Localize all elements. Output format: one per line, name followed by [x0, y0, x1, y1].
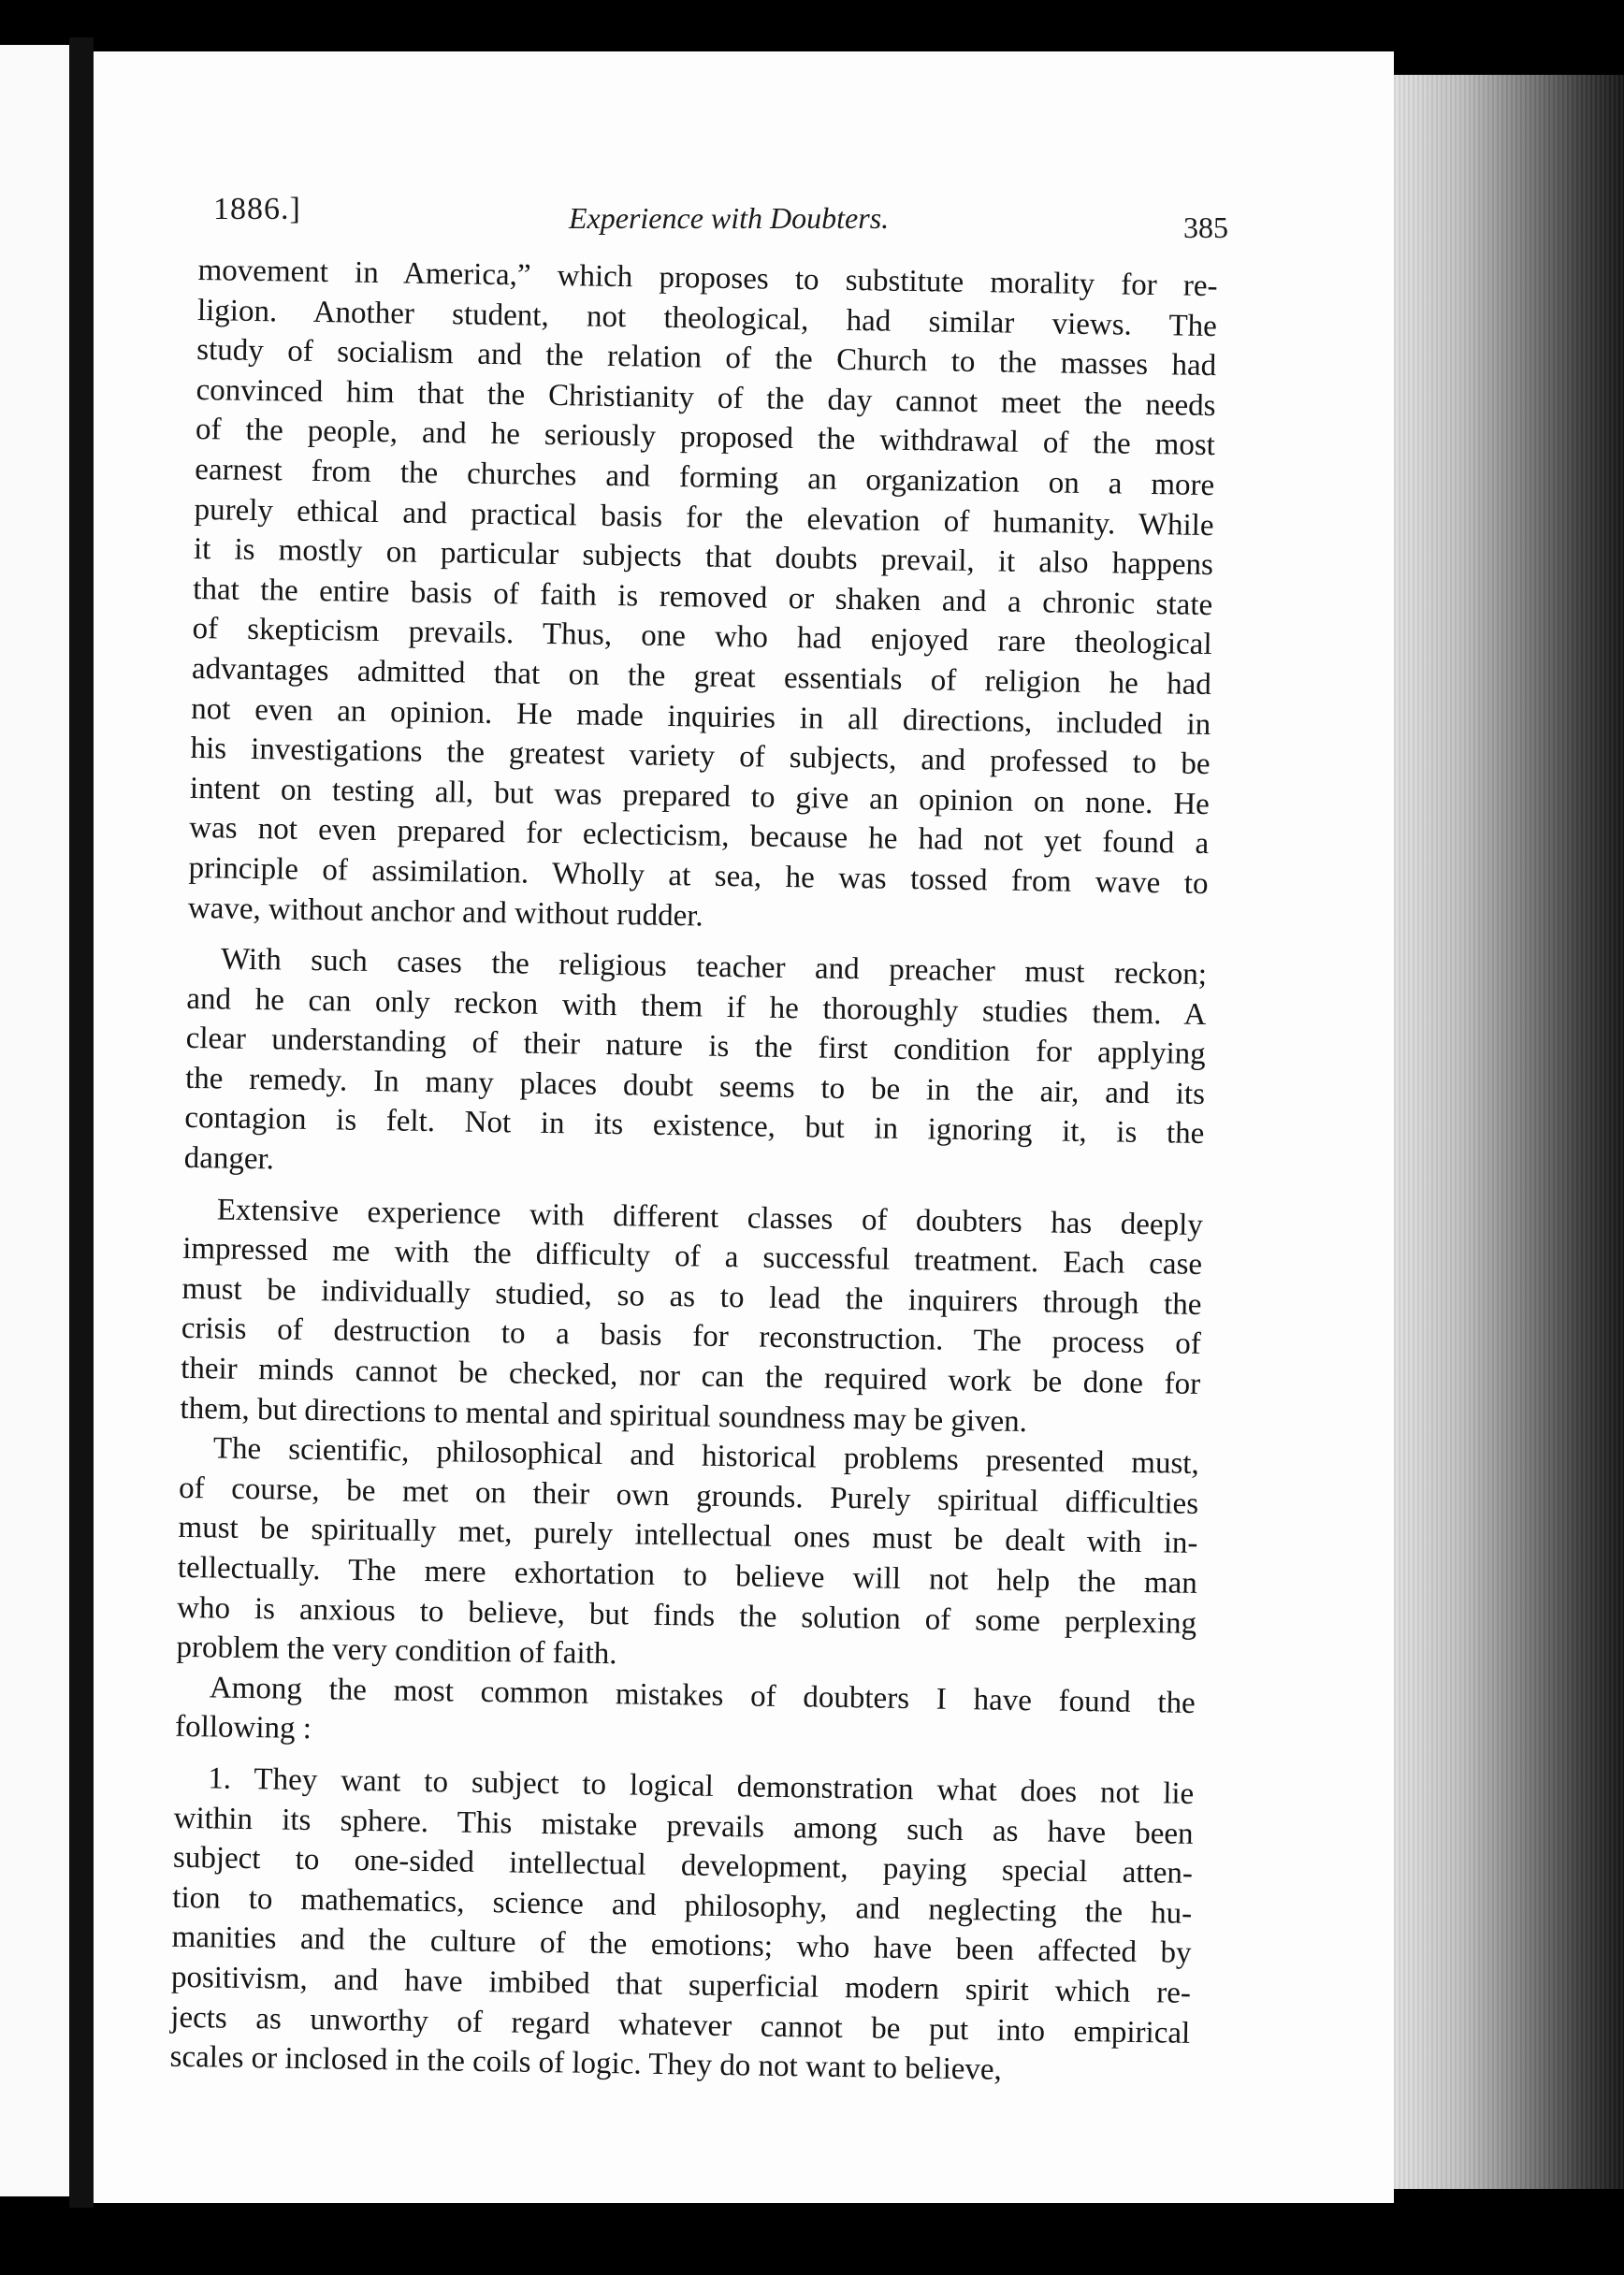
text-line: his investigations the greatest variety of subjects, and professed to be — [190, 732, 1211, 782]
text-line: ligion. Another student, not theological, had similar views. The — [196, 293, 1218, 343]
paragraph — [169, 1759, 1194, 2094]
text-line: who is anxious to believe, but finds the solution of some perplexing — [176, 1590, 1197, 1641]
text-line: that the entire basis of faith is removed or shaken and a chronic state — [193, 572, 1213, 622]
text-line: clear understanding of their nature is the first condition for applying — [185, 1022, 1206, 1072]
text-line: not even an opinion. He made inquiries in all directions, included in — [191, 691, 1211, 742]
text-line: their minds cannot be checked, nor can the required work be done for — [180, 1351, 1201, 1402]
text-line: the remedy. In many places doubt seems to be in the air, and its — [184, 1061, 1206, 1111]
text-line: advantages admitted that on the great essentials of religion he had — [191, 651, 1212, 703]
text-line: positivism, and have imbibed that superficial modern spirit which re- — [170, 1960, 1192, 2010]
page-number: 385 — [1183, 210, 1228, 244]
paragraph — [176, 1428, 1199, 1684]
text-line: With such cases the religious teacher and preacher must reckon; — [220, 942, 1208, 993]
body-text — [169, 251, 1218, 2094]
text-line: scales or inclosed in the coils of logic. They do not want to believe, — [169, 2039, 1003, 2087]
text-line: study of socialism and the relation of the Church to the masses had — [196, 333, 1217, 384]
text-line: jects as unworthy of regard whatever cannot be put into empirical — [170, 2000, 1191, 2050]
book-gutter — [69, 37, 94, 2208]
text-line: wave, without anchor and without rudder. — [187, 891, 703, 934]
text-line: of skepticism prevails. Thus, one who had enjoyed rare theological — [192, 612, 1212, 662]
text-line: of the people, and he seriously proposed the withdrawal of the most — [195, 413, 1216, 463]
text-line: danger. — [183, 1140, 275, 1177]
running-head — [213, 192, 1228, 248]
text-line: following : — [174, 1710, 312, 1746]
text-line: was not even prepared for eclecticism, because he had not yet found a — [189, 811, 1210, 862]
text-line: tellectually. The mere exhortation to believe will not help the man — [177, 1550, 1198, 1601]
text-line: earnest from the churches and forming an organization on a more — [195, 452, 1215, 503]
paragraph — [180, 1190, 1203, 1445]
facing-page-edge — [0, 45, 69, 2196]
text-line: them, but directions to mental and spiritual soundness may be given. — [180, 1391, 1028, 1439]
text-line: movement in America,” which proposes to substitute morality for re- — [197, 253, 1218, 304]
text-line: convinced him that the Christianity of the day cannot meet the needs — [196, 372, 1216, 423]
text-line: principle of assimilation. Wholly at sea, he was tossed from wave to — [188, 850, 1209, 901]
text-line: Among the most common mistakes of doubters I have found the — [209, 1671, 1196, 1720]
running-head-title: Experience with Doubters. — [569, 201, 890, 235]
text-line: must be individually studied, so as to lead the inquirers through the — [181, 1271, 1202, 1322]
paragraph — [188, 251, 1218, 944]
text-line: crisis of destruction to a basis for reconstruction. The process of — [181, 1311, 1202, 1362]
paragraph — [183, 939, 1207, 1195]
text-line: must be spiritually met, purely intellectual ones must be dealt with in- — [178, 1511, 1198, 1561]
text-line: The scientific, philosophical and historical problems presented must, — [212, 1431, 1200, 1482]
text-line: of course, be met on their own grounds. Purely spiritual difficulties — [178, 1471, 1199, 1521]
text-line: impressed me with the difficulty of a successful treatment. Each case — [181, 1232, 1203, 1282]
text-line: within its sphere. This mistake prevails among such as have been — [173, 1801, 1194, 1851]
text-line: purely ethical and practical basis for the elevation of humanity. While — [194, 492, 1214, 543]
text-line: Extensive experience with different classes of doubters has deeply — [216, 1193, 1204, 1242]
text-line: and he can only reckon with them if he thoroughly studies them. A — [186, 981, 1207, 1032]
text-line: it is mostly on particular subjects that doubts prevail, it also happens — [193, 532, 1214, 583]
running-head-year: 1886.] — [213, 192, 301, 226]
text-line: manities and the culture of the emotions; who have been affected by — [171, 1920, 1192, 1971]
text-line: 1. They want to subject to logical demonstration what does not lie — [208, 1761, 1195, 1811]
text-line: contagion is felt. Not in its existence, but in ignoring it, is the — [184, 1101, 1205, 1152]
text-line: intent on testing all, but was prepared to give an opinion on none. He — [189, 771, 1211, 821]
text-line: subject to one-sided intellectual development, paying special atten- — [172, 1840, 1194, 1891]
text-line: tion to mathematics, science and philosophy, and neglecting the hu- — [172, 1880, 1193, 1931]
text-line: problem the very condition of faith. — [176, 1630, 617, 1672]
